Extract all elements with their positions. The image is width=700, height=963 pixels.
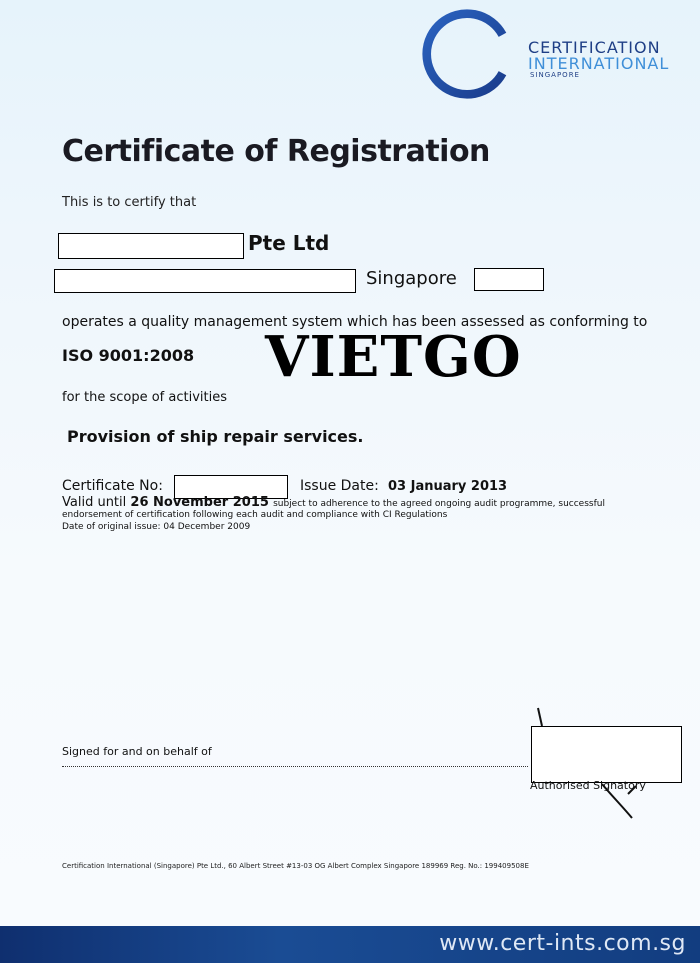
- scope-label: for the scope of activities: [62, 390, 228, 405]
- original-issue-date: Date of original issue: 04 December 2009: [62, 522, 251, 532]
- valid-until-date: 26 November 2015: [130, 495, 269, 510]
- company-name-redaction: [58, 233, 244, 259]
- company-suffix: Pte Ltd: [248, 231, 330, 255]
- address-redaction: [54, 269, 356, 293]
- validity-line: [62, 495, 605, 510]
- brand-line-3: SINGAPORE: [530, 71, 580, 79]
- certify-intro: This is to certify that: [62, 195, 197, 210]
- brand-line-2: INTERNATIONAL: [528, 54, 670, 73]
- brand-line-1: CERTIFICATION: [528, 38, 661, 57]
- website-link[interactable]: www.cert-ints.com.sg: [439, 931, 686, 956]
- issue-date-label: Issue Date:: [300, 478, 379, 494]
- valid-subject-text: subject to adherence to the agreed ongoing audit programme, successful: [273, 499, 605, 509]
- operates-statement: operates a quality management system which has been assessed as conforming to: [62, 314, 648, 330]
- valid-until-label: Valid until: [62, 495, 127, 510]
- activity-scope: Provision of ship repair services.: [67, 427, 364, 446]
- watermark: VIETGO: [265, 324, 522, 390]
- signatory-redaction: [531, 726, 682, 783]
- standard-name: ISO 9001:2008: [62, 346, 195, 365]
- endorsement-text: endorsement of certification following each audit and compliance with CI Regulations: [62, 510, 448, 520]
- authorised-signatory-label: Authorised Signatory: [530, 779, 646, 792]
- postal-code-redaction: [474, 268, 544, 291]
- company-location: Singapore: [366, 268, 457, 289]
- certificate-no-label: Certificate No:: [62, 478, 163, 494]
- certification-international-logo-icon: [418, 6, 514, 102]
- footer-address: Certification International (Singapore) Pte Ltd., 60 Albert Street #13-03 OG Albert Complex Singapore 189969 Reg. No.: 199409508E: [62, 862, 529, 870]
- signature-dotted-line: [62, 766, 528, 767]
- certificate-title: Certificate of Registration: [62, 134, 490, 169]
- issue-date: 03 January 2013: [388, 479, 508, 494]
- signed-for-label: Signed for and on behalf of: [62, 745, 212, 758]
